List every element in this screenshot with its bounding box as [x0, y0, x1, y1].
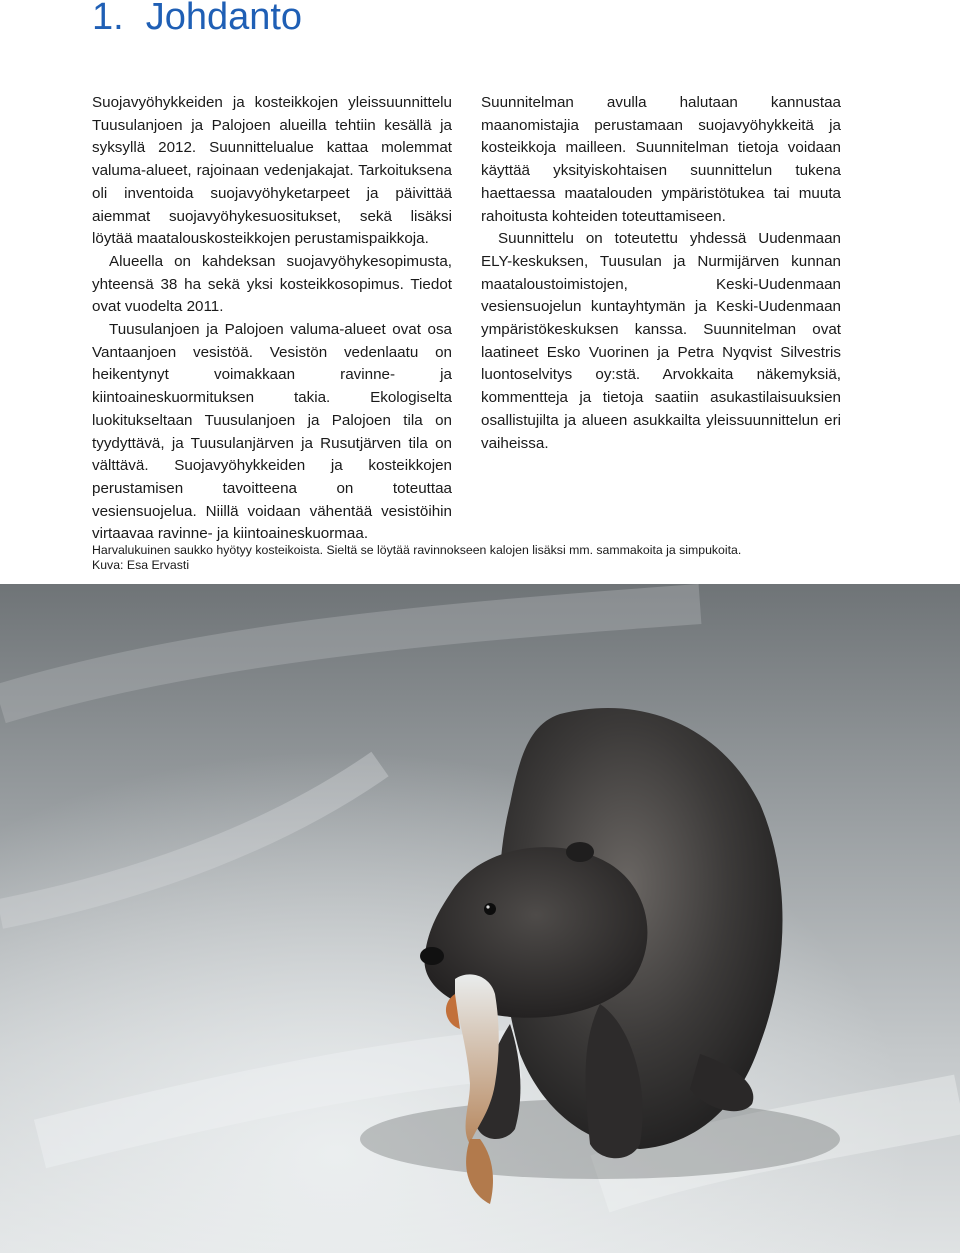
- paragraph: Tuusulanjoen ja Palojoen valuma-alueet ovat osa Vantaanjoen vesistöä. Vesistön vedenlaatu on heikentynyt voimakkaan ravinne- ja kiintoaineskuormituksen takia. Ekologiselta luokitukseltaan Tuusulanjoen ja Palojoen tila on tyydyttävä, ja Tuusulanjärven ja Rusutjärven tila on välttävä. Suojavyöhykkeiden ja kosteikkojen perustamisen tavoitteena on toteuttaa vesiensuojelua. Niillä voidaan vähentää vesistöihin virtaavaa ravinne- ja kiintoaineskuormaa.: [92, 321, 452, 543]
- chapter-number: 1.: [92, 0, 124, 38]
- paragraph: Suojavyöhykkeiden ja kosteikkojen yleissuunnittelu Tuusulanjoen ja Palojoen alueilla tehtiin kesällä ja syksyllä 2012. Suunnittelualue kattaa molemmat valuma-alueet, rajoinaan vedenjakajat. Tarkoituksena oli inventoida suojavyöhyketarpeet ja päivittää aiemmat suojavyöhykesuositukset, sekä lisäksi löytää maatalouskosteikkojen perustamispaikkoja.: [92, 94, 452, 248]
- caption-text: Harvalukuinen saukko hyötyy kosteikoista. Sieltä se löytää ravinnokseen kalojen lisäksi mm. sammakoita ja simpukoita.: [92, 543, 742, 557]
- photo-credit: Kuva: Esa Ervasti: [92, 558, 190, 572]
- photo-caption: [92, 543, 892, 573]
- paragraph: Suunnitelman avulla halutaan kannustaa maanomistajia perustamaan suojavyöhykkeitä ja kosteikkoja mailleen. Suunnitelman tietoja voidaan käyttää yksityiskohtaisen suunnittelun tukena haettaessa maatalouden ympäristötukea tai muuta rahoitusta kohteiden toteuttamiseen.: [481, 94, 841, 225]
- right-text-column: [481, 92, 841, 455]
- paragraph: Suunnittelu on toteutettu yhdessä Uudenmaan ELY-keskuksen, Tuusulan ja Nurmijärven kunnan maataloustoimistojen, Keski-Uudenmaan vesiensuojelun kuntayhtymän ja Keski-Uudenmaan ympäristökeskuksen kanssa. Suunnitelman ovat laatineet Esko Vuorinen ja Petra Nyqvist Silvestris luontoselvitys oy:stä. Arvokkaita näkemyksiä, kommentteja ja tietoja saatiin asukastilaisuuksien osallistujilta ja alueen asukkailta yleissuunnittelun eri vaiheissa.: [481, 230, 841, 452]
- paragraph: Alueella on kahdeksan suojavyöhykesopimusta, yhteensä 38 ha sekä yksi kosteikkosopimus. Tiedot ovat vuodelta 2011.: [92, 252, 452, 316]
- chapter-title: Johdanto: [145, 0, 303, 38]
- otter-photo: [0, 584, 960, 1253]
- left-text-column: [92, 92, 452, 546]
- page-title: [92, 0, 302, 40]
